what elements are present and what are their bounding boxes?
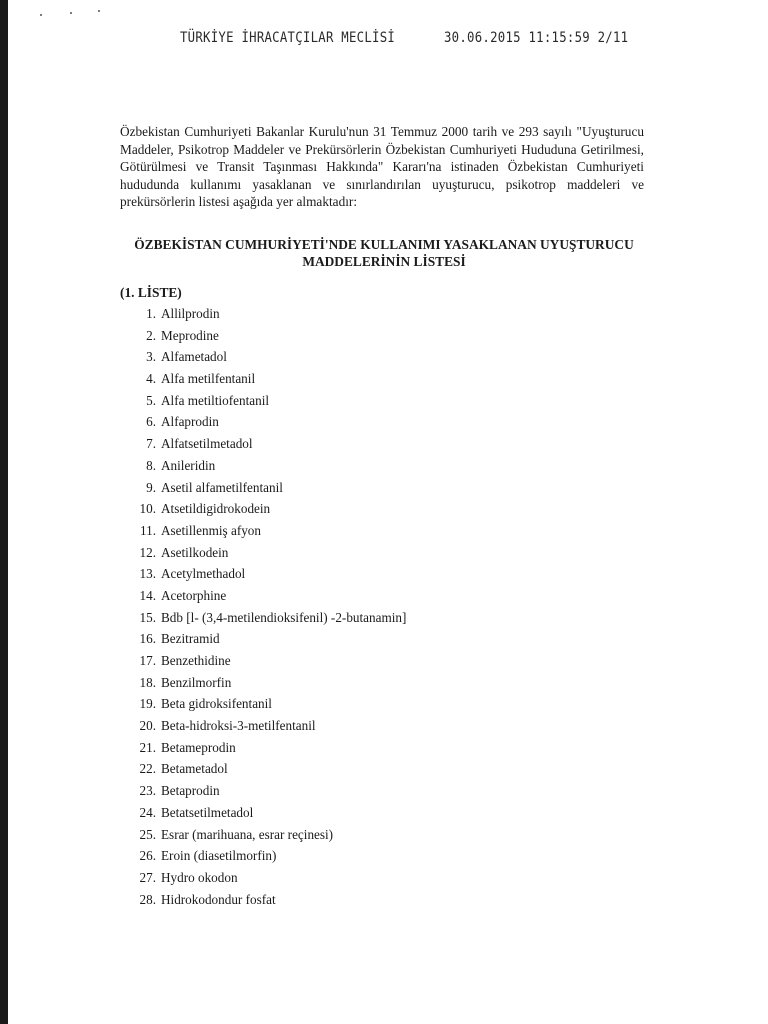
list-item xyxy=(120,824,334,846)
list-item-number: 22. xyxy=(139,761,156,777)
list-item-name: Beta gidroksifentanil xyxy=(161,696,272,712)
list-item-number: 7. xyxy=(146,436,156,452)
list-item xyxy=(120,433,253,455)
list-item-name: Anileridin xyxy=(161,457,216,473)
list-item-name: Alfa metiltiofentanil xyxy=(161,392,270,408)
list-item-name: Esrar (marihuana, esrar reçinesi) xyxy=(161,826,334,842)
list-item xyxy=(120,889,276,911)
list-item-name: Meprodine xyxy=(161,327,219,343)
list-item-number: 12. xyxy=(139,544,156,560)
list-item xyxy=(120,802,254,824)
list-item-name: Betameprodin xyxy=(161,739,236,755)
list-item xyxy=(120,477,283,499)
list-item-number: 28. xyxy=(139,891,156,907)
list-item-number: 2. xyxy=(146,327,156,343)
scan-edge-bar xyxy=(0,0,8,1024)
list-item-name: Eroin (diasetilmorfin) xyxy=(161,848,277,864)
list-item-name: Hydro okodon xyxy=(161,869,238,885)
list-item xyxy=(120,368,256,390)
list-item xyxy=(120,607,407,629)
list-item xyxy=(120,542,229,564)
list-item-number: 5. xyxy=(146,392,156,408)
list-item-name: Asetillenmiş afyon xyxy=(161,522,261,538)
list-item-name: Alfaprodin xyxy=(161,414,219,430)
list-item xyxy=(120,303,220,325)
list-item-number: 17. xyxy=(139,653,156,668)
list-label: (1. LİSTE) xyxy=(120,285,182,300)
list-item-number: 15. xyxy=(139,609,156,625)
list-item xyxy=(120,693,272,715)
list-item xyxy=(120,390,270,412)
list-item-name: Betaprodin xyxy=(161,783,220,799)
fax-timestamp: 30.06.2015 11:15:59 2/11 xyxy=(444,30,629,46)
list-item-name: Benzilmorfin xyxy=(161,674,232,690)
list-item-name: Beta-hidroksi-3-metilfentanil xyxy=(161,718,316,734)
list-item-number: 21. xyxy=(139,739,156,755)
list-item-name: Benzethidine xyxy=(161,653,231,668)
list-item-name: Atsetildigidrokodein xyxy=(161,501,271,517)
list-item xyxy=(120,867,238,889)
scan-speck xyxy=(40,14,42,16)
list-item xyxy=(120,563,246,585)
list-item-number: 24. xyxy=(139,804,156,820)
list-item-number: 25. xyxy=(139,826,156,842)
list-item-number: 14. xyxy=(139,587,156,603)
list-item-name: Alfatsetilmetadol xyxy=(161,436,253,452)
list-item-name: Betametadol xyxy=(161,761,228,777)
list-item xyxy=(120,455,216,477)
document-title xyxy=(100,236,668,270)
title-line-1: ÖZBEKİSTAN CUMHURİYETİ'NDE KULLANIMI YASAKLANAN UYUŞTURUCU xyxy=(134,237,634,252)
list-item-name: Asetilkodein xyxy=(161,544,229,560)
list-item xyxy=(120,628,220,650)
list-item-number: 1. xyxy=(146,306,156,321)
list-item-number: 18. xyxy=(139,674,156,690)
list-item-number: 8. xyxy=(146,457,156,473)
list-item xyxy=(120,715,316,737)
scan-speck xyxy=(70,12,72,14)
list-item xyxy=(120,520,261,542)
list-item-number: 23. xyxy=(139,783,156,799)
list-item-number: 6. xyxy=(146,414,156,430)
list-item-number: 19. xyxy=(139,696,156,712)
list-item-name: Bdb [l- (3,4-metilendioksifenil) -2-butanamin] xyxy=(161,609,407,625)
substance-list xyxy=(120,303,407,910)
intro-paragraph: Özbekistan Cumhuriyeti Bakanlar Kurulu'nun 31 Temmuz 2000 tarih ve 293 sayılı "Uyuşturucu Maddeler, Psikotrop Maddeler ve Prekürsörlerin Özbekistan Cumhuriyeti Hududuna Getirilmesi, Götürülmesi ve Transit Taşınması Hakkında" Kararı'na istinaden Özbekistan Cumhuriyeti hududunda kullanımı yasaklanan ve sınırlandırılan uyuşturucu, psikotrop maddeleri ve prekürsörlerin listesi aşağıda yer almaktadır: xyxy=(120,124,644,210)
list-item-number: 16. xyxy=(139,631,156,647)
list-item-number: 4. xyxy=(146,371,156,387)
list-item-name: Allilprodin xyxy=(161,306,220,321)
list-item xyxy=(120,411,219,433)
list-item-number: 26. xyxy=(139,848,156,864)
list-item xyxy=(120,325,219,347)
list-item xyxy=(120,672,232,694)
list-item-name: Asetil alfametilfentanil xyxy=(161,479,283,495)
list-item-name: Betatsetilmetadol xyxy=(161,804,254,820)
list-item xyxy=(120,780,220,802)
list-item-name: Alfametadol xyxy=(161,349,227,365)
list-item-number: 27. xyxy=(139,869,156,885)
list-item-name: Acetorphine xyxy=(161,587,227,603)
list-item-number: 11. xyxy=(140,522,156,538)
list-item-name: Alfa metilfentanil xyxy=(161,371,256,387)
list-item xyxy=(120,758,228,780)
list-item-name: Hidrokodondur fosfat xyxy=(161,891,276,907)
list-item-number: 20. xyxy=(139,718,156,734)
list-item-number: 9. xyxy=(146,479,156,495)
list-item xyxy=(120,845,277,867)
list-item-number: 10. xyxy=(139,501,156,517)
list-item xyxy=(120,737,236,759)
fax-sender: TÜRKİYE İHRACATÇILAR MECLİSİ xyxy=(180,30,396,46)
list-item-number: 3. xyxy=(146,349,156,365)
title-line-2: MADDELERİNİN LİSTESİ xyxy=(302,254,466,269)
scan-speck xyxy=(98,10,100,12)
list-item-number: 13. xyxy=(139,566,156,582)
list-item xyxy=(120,346,227,368)
list-item-name: Bezitramid xyxy=(161,631,220,647)
list-item xyxy=(120,585,227,607)
list-item xyxy=(120,498,271,520)
list-item xyxy=(120,650,231,672)
list-item-name: Acetylmethadol xyxy=(161,566,246,582)
